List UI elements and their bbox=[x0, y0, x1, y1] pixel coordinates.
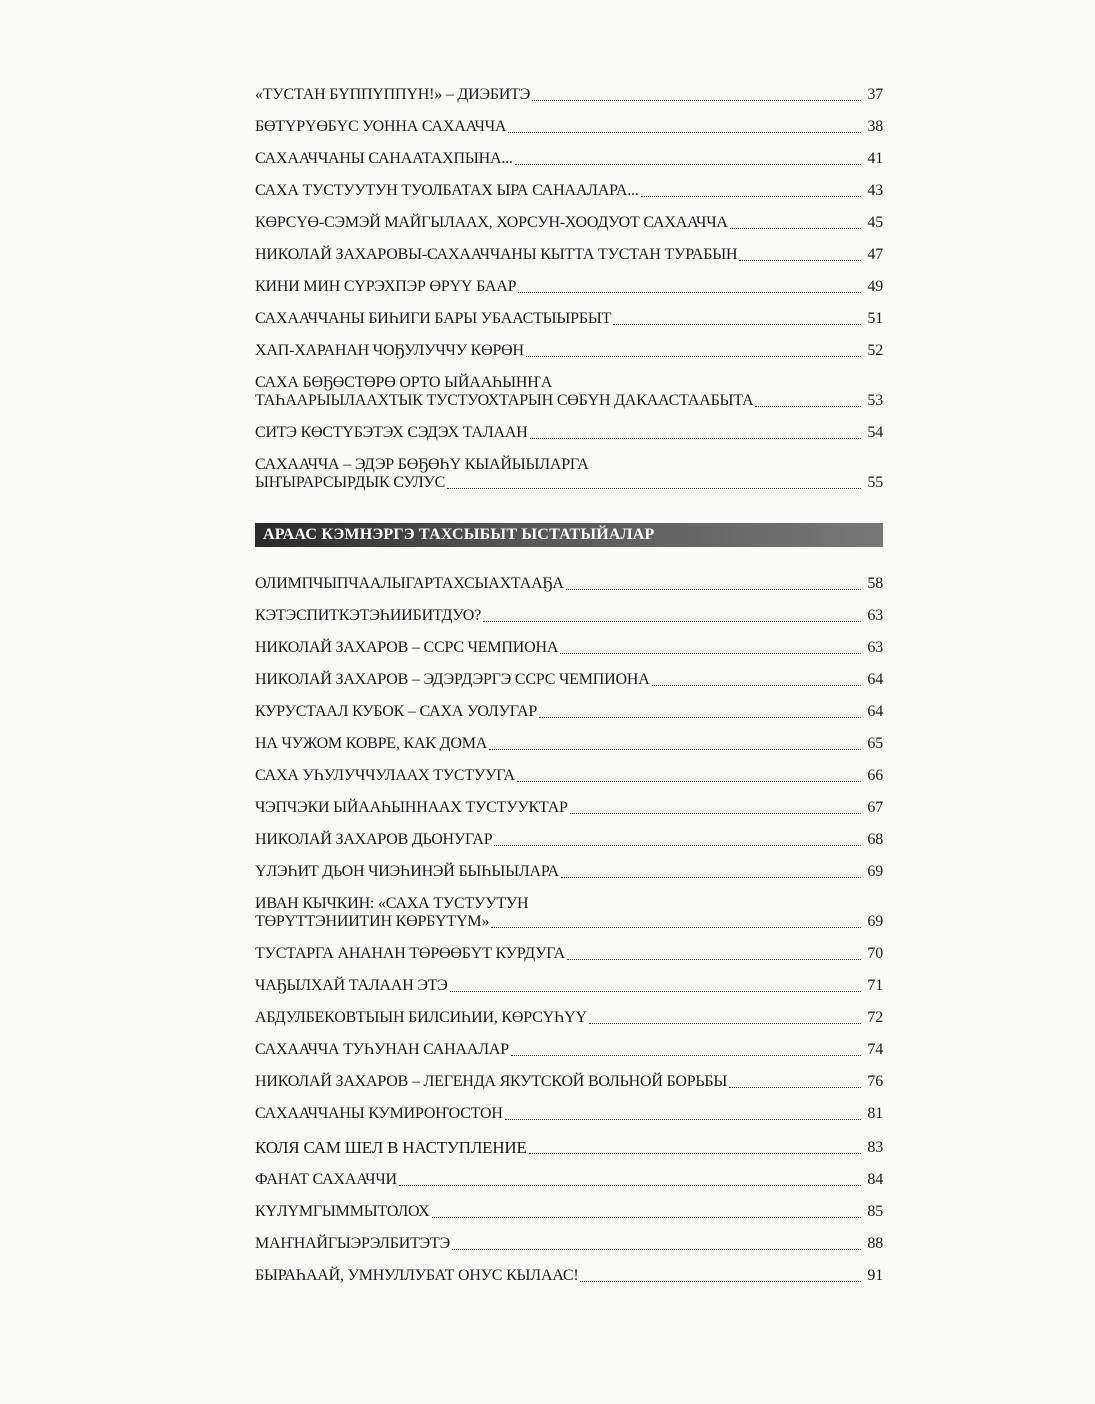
toc-entry[interactable] bbox=[255, 881, 883, 931]
toc-entry[interactable] bbox=[255, 72, 883, 104]
toc-entry[interactable] bbox=[255, 232, 883, 264]
toc-entry[interactable] bbox=[255, 1027, 883, 1059]
toc-entry[interactable] bbox=[255, 264, 883, 296]
toc-entry-title: КӨРСҮӨ-СЭМЭЙ МАЙГЫЛААХ, ХОРСУН-ХООДУОТ САХААЧЧА bbox=[255, 214, 728, 231]
toc-entry-page: 45 bbox=[867, 214, 883, 231]
dot-leader bbox=[511, 1045, 861, 1056]
dot-leader bbox=[526, 346, 861, 357]
dot-leader bbox=[539, 707, 861, 718]
toc-entry-page: 76 bbox=[867, 1073, 883, 1090]
toc-entry-page: 84 bbox=[867, 1171, 883, 1188]
toc-entry-page: 83 bbox=[867, 1139, 883, 1156]
toc-entry-page: 65 bbox=[867, 735, 883, 752]
toc-entry-title-line2: ТӨРҮТТЭНИИТИН КӨРБҮТҮМ» bbox=[255, 913, 490, 930]
toc-entry-title-line1: ИВАН КЫЧКИН: «САХА ТУСТУУТУН bbox=[255, 895, 529, 912]
dot-leader bbox=[505, 1109, 861, 1120]
toc-entry[interactable] bbox=[255, 995, 883, 1027]
toc-entry-page: 63 bbox=[867, 607, 883, 624]
toc-entry-title: ОЛИМПЧЫПЧААЛЫГАРТАХСЫАХТААҔА bbox=[255, 575, 564, 592]
toc-entry-page: 49 bbox=[867, 278, 883, 295]
toc-entry-page: 58 bbox=[867, 575, 883, 592]
toc-entry-page: 63 bbox=[867, 639, 883, 656]
toc-entry-page: 64 bbox=[867, 671, 883, 688]
toc-entry-title: САХА ТУСТУУТУН ТУОЛБАТАХ ЫРА САНААЛАРА... bbox=[255, 182, 639, 199]
toc-entry-page: 47 bbox=[867, 246, 883, 263]
toc-entry-title: НИКОЛАЙ ЗАХАРОВЫ-САХААЧЧАНЫ КЫТТА ТУСТАН ТУРАБЫН bbox=[255, 246, 738, 263]
dot-leader bbox=[450, 981, 861, 992]
dot-leader bbox=[532, 90, 861, 101]
dot-leader bbox=[494, 835, 861, 846]
toc-entry-title: КЭТЭСПИТКЭТЭҺИИБИТДУО? bbox=[255, 607, 481, 624]
toc-entry-title: САХА УҺУЛУЧЧУЛААХ ТУСТУУГА bbox=[255, 767, 515, 784]
toc-entry[interactable] bbox=[255, 721, 883, 753]
toc-entry-title: НИКОЛАЙ ЗАХАРОВ – ЭДЭРДЭРГЭ ССРС ЧЕМПИОНА bbox=[255, 671, 650, 688]
toc-entry-title: КҮЛҮМГЫММЫТОЛОХ bbox=[255, 1203, 430, 1220]
toc-entry-title: ҮЛЭҺИТ ДЬОН ЧИЭҺИНЭЙ БЫҺЫЫЛАРА bbox=[255, 863, 559, 880]
dot-leader bbox=[589, 1013, 861, 1024]
dot-leader bbox=[483, 611, 861, 622]
toc-entry-title: «ТУСТАН БҮППҮППҮН!» – ДИЭБИТЭ bbox=[255, 86, 531, 103]
toc-entry-page: 55 bbox=[867, 474, 883, 491]
toc-entry-title: НИКОЛАЙ ЗАХАРОВ – ЛЕГЕНДА ЯКУТСКОЙ ВОЛЬНОЙ БОРЬБЫ bbox=[255, 1073, 728, 1090]
toc-entry-page: 51 bbox=[867, 310, 883, 327]
toc-entry[interactable] bbox=[255, 1157, 883, 1189]
dot-leader bbox=[613, 314, 861, 325]
dot-leader bbox=[570, 803, 861, 814]
toc-entry[interactable] bbox=[255, 360, 883, 410]
toc-entry[interactable] bbox=[255, 104, 883, 136]
toc-entry-title: СИТЭ КӨСТҮБЭТЭХ СЭДЭХ ТАЛААН bbox=[255, 424, 528, 441]
dot-leader bbox=[530, 428, 861, 439]
toc-entry[interactable] bbox=[255, 328, 883, 360]
toc-entry[interactable] bbox=[255, 168, 883, 200]
dot-leader bbox=[561, 867, 861, 878]
toc-entry-title: САХААЧЧАНЫ КУМИРОҤОСТОН bbox=[255, 1105, 503, 1122]
dot-leader bbox=[489, 739, 861, 750]
toc-entry-title-line2: ЫҤЫРАРСЫРДЫК СУЛУС bbox=[255, 474, 446, 491]
toc-entry-title-line2: ТАҺААРЫЫЛААХТЫК ТУСТУОХТАРЫН СӨБҮН ДАКААСТААБЫТА bbox=[255, 392, 754, 409]
dot-leader bbox=[567, 949, 861, 960]
toc-entry-title: САХААЧЧАНЫ БИҺИГИ БАРЫ УБААСТЫЫРБЫТ bbox=[255, 310, 612, 327]
toc-entry-title: БЫРАҺААЙ, УМНУЛЛУБАТ ОНУС КЫЛААС! bbox=[255, 1267, 579, 1284]
toc-entry-page: 74 bbox=[867, 1041, 883, 1058]
toc-entry-title-line1: САХА БӨҔӨСТӨРӨ ОРТО ЫЙААҺЫНҤА bbox=[255, 374, 553, 391]
dot-leader bbox=[491, 917, 861, 928]
toc-section-1 bbox=[255, 72, 883, 492]
toc-section-2 bbox=[255, 523, 883, 1285]
toc-entry-title: КОЛЯ САМ ШЕЛ В НАСТУПЛЕНИЕ bbox=[255, 1138, 527, 1157]
toc-entry-title: ТУСТАРГА АНАНАН ТӨРӨӨБҮТ КУРДУГА bbox=[255, 945, 565, 962]
dot-leader bbox=[566, 579, 861, 590]
toc-entry-title-line1: САХААЧЧА – ЭДЭР БӨҔӨҺҮ КЫАЙЫЫЛАРГА bbox=[255, 456, 589, 473]
toc-entry[interactable] bbox=[255, 561, 883, 593]
toc-entry-title: НИКОЛАЙ ЗАХАРОВ ДЬОНУГАР bbox=[255, 831, 493, 848]
toc-entry-page: 88 bbox=[867, 1235, 883, 1252]
toc-entry-page: 91 bbox=[867, 1267, 883, 1284]
dot-leader bbox=[432, 1207, 861, 1218]
toc-entry-title: САХААЧЧА ТУҺУНАН САНААЛАР bbox=[255, 1041, 509, 1058]
dot-leader bbox=[517, 771, 861, 782]
toc-entry-title: МАҤНАЙГЫЭРЭЛБИТЭТЭ bbox=[255, 1235, 450, 1252]
toc-entry-page: 53 bbox=[867, 392, 883, 409]
toc-entry-page: 70 bbox=[867, 945, 883, 962]
dot-leader bbox=[580, 1271, 861, 1282]
toc-entry-title: ЧЭПЧЭКИ ЫЙААҺЫННААХ ТУСТУУКТАР bbox=[255, 799, 568, 816]
toc-entry[interactable] bbox=[255, 963, 883, 995]
toc-entry-title: ХАП-ХАРАНАН ЧОҔУЛУЧЧУ КӨРӨН bbox=[255, 342, 524, 359]
toc-entry-title: НА ЧУЖОМ КОВРЕ, КАК ДОМА bbox=[255, 735, 488, 752]
dot-leader bbox=[729, 1077, 861, 1088]
toc-entry[interactable] bbox=[255, 442, 883, 492]
toc-entry-page: 69 bbox=[867, 863, 883, 880]
dot-leader bbox=[447, 478, 861, 489]
toc-entry-page: 37 bbox=[867, 86, 883, 103]
toc-entry[interactable] bbox=[255, 136, 883, 168]
toc-entry-title: ФАНАТ САХААЧЧИ bbox=[255, 1171, 397, 1188]
dot-leader bbox=[560, 643, 861, 654]
toc-entry-page: 68 bbox=[867, 831, 883, 848]
toc-entry[interactable] bbox=[255, 817, 883, 849]
toc-entry[interactable] bbox=[255, 1091, 883, 1123]
toc-entry[interactable] bbox=[255, 296, 883, 328]
dot-leader bbox=[452, 1239, 861, 1250]
section-header: АРААС КЭМНЭРГЭ ТАХСЫБЫТ ЫСТАТЫЙАЛАР bbox=[255, 523, 883, 547]
toc-entry[interactable] bbox=[255, 689, 883, 721]
toc-entry-page: 67 bbox=[867, 799, 883, 816]
toc-entry-title: ЧАҔЫЛХАЙ ТАЛААН ЭТЭ bbox=[255, 977, 448, 994]
toc-entry-page: 43 bbox=[867, 182, 883, 199]
toc-entry[interactable] bbox=[255, 1123, 883, 1157]
dot-leader bbox=[739, 250, 861, 261]
toc-entry-title: САХААЧЧАНЫ САНААТАХПЫНА... bbox=[255, 150, 513, 167]
toc-entry-page: 52 bbox=[867, 342, 883, 359]
toc-entry[interactable] bbox=[255, 593, 883, 625]
toc-entry[interactable] bbox=[255, 410, 883, 442]
toc-entry-title: НИКОЛАЙ ЗАХАРОВ – ССРС ЧЕМПИОНА bbox=[255, 639, 559, 656]
dot-leader bbox=[652, 675, 861, 686]
dot-leader bbox=[641, 186, 861, 197]
toc-entry-title: АБДУЛБЕКОВТЫЫН БИЛСИҺИИ, КӨРСҮҺҮҮ bbox=[255, 1009, 587, 1026]
toc-entry-page: 81 bbox=[867, 1105, 883, 1122]
toc-entry-title: БӨТҮРҮӨБҮС УОННА САХААЧЧА bbox=[255, 118, 507, 135]
toc-entry[interactable] bbox=[255, 625, 883, 657]
toc-entry-page: 71 bbox=[867, 977, 883, 994]
toc-entry[interactable] bbox=[255, 1221, 883, 1253]
dot-leader bbox=[755, 396, 861, 407]
toc-entry-page: 66 bbox=[867, 767, 883, 784]
toc-entry-page: 85 bbox=[867, 1203, 883, 1220]
toc-entry[interactable] bbox=[255, 657, 883, 689]
toc-entry[interactable] bbox=[255, 785, 883, 817]
toc-entry-title: КУРУСТААЛ КУБОК – САХА УОЛУГАР bbox=[255, 703, 538, 720]
toc-entry-page: 41 bbox=[867, 150, 883, 167]
toc-entry[interactable] bbox=[255, 1059, 883, 1091]
toc-entry[interactable] bbox=[255, 1253, 883, 1285]
toc-entry[interactable] bbox=[255, 200, 883, 232]
toc-entry-page: 72 bbox=[867, 1009, 883, 1026]
dot-leader bbox=[730, 218, 861, 229]
toc-entry[interactable] bbox=[255, 1189, 883, 1221]
dot-leader bbox=[518, 282, 861, 293]
toc-entry[interactable] bbox=[255, 753, 883, 785]
toc-entry-title: КИНИ МИН СҮРЭХПЭР ӨРҮҮ БААР bbox=[255, 278, 517, 295]
toc-entry-page: 64 bbox=[867, 703, 883, 720]
toc-entry-page: 69 bbox=[867, 913, 883, 930]
toc-entry[interactable] bbox=[255, 849, 883, 881]
dot-leader bbox=[399, 1175, 861, 1186]
dot-leader bbox=[508, 122, 861, 133]
dot-leader bbox=[529, 1143, 861, 1154]
toc-entry-page: 38 bbox=[867, 118, 883, 135]
toc-entry[interactable] bbox=[255, 931, 883, 963]
toc-entry-page: 54 bbox=[867, 424, 883, 441]
dot-leader bbox=[515, 154, 861, 165]
